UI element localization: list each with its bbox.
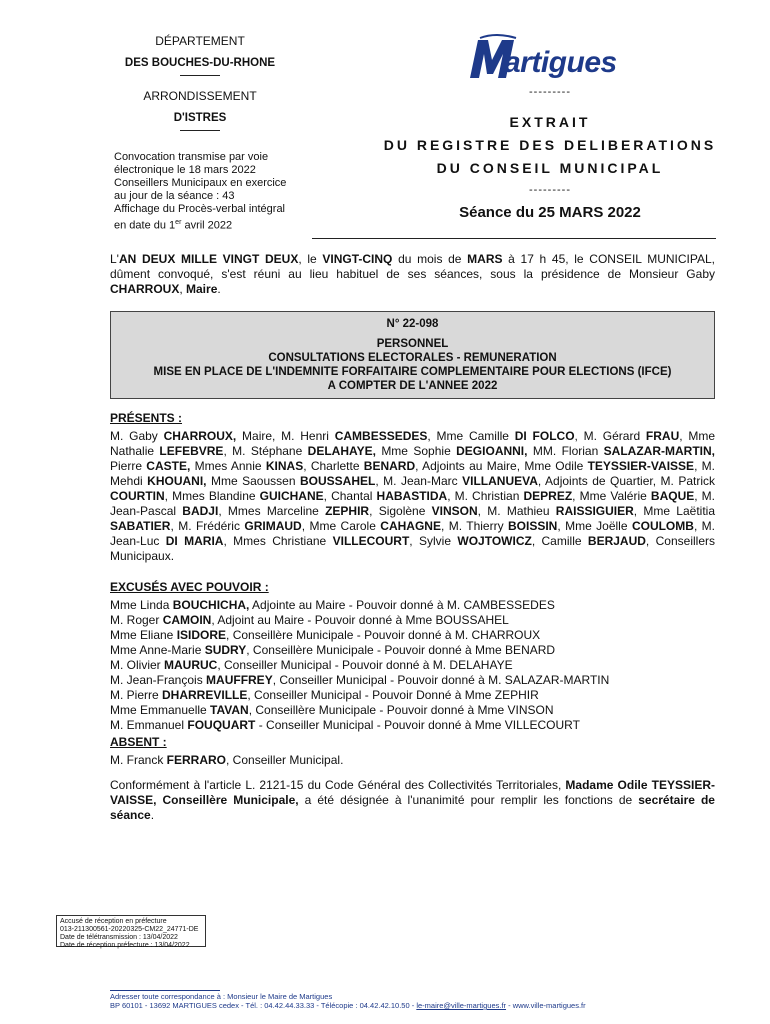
footer-rule [110,990,220,991]
title-conseil: DU CONSEIL MUNICIPAL [436,160,664,176]
arrondissement-name: D'ISTRES [173,112,227,124]
list-item: Mme Linda BOUCHICHA, Adjointe au Maire - Pouvoir donné à M. CAMBESSEDES [110,598,555,612]
list-item: M. Pierre DHARREVILLE, Conseiller Municipal - Pouvoir Donné à Mme ZEPHIR [110,688,539,702]
subject-line: A COMPTER DE L'ANNEE 2022 [327,380,498,392]
absent-item: M. Franck FERRARO, Conseiller Municipal. [110,753,344,767]
presents-title: PRÉSENTS : [110,411,183,425]
deliberation-number: N° 22-098 [386,318,439,330]
martigues-logo [466,28,636,86]
receipt-stamp [56,915,206,947]
footer [110,990,730,1010]
arrondissement-label: ARRONDISSEMENT [143,89,257,103]
dashes: --------- [529,184,571,196]
email-link[interactable]: le-maire@ville-martigues.fr [416,1001,507,1010]
excuses-section [110,580,715,733]
header-left [100,33,300,143]
list-item: Mme Eliane ISIDORE, Conseillère Municipale - Pouvoir donné à M. CHARROUX [110,628,541,642]
convocation-line: électronique le 18 mars 2022 [114,164,256,176]
subject-line: PERSONNEL [376,338,449,350]
conclusion-paragraph: Conformément à l'article L. 2121-15 du Code Général des Collectivités Territoriales, Madame Odile TEYSSIER-VAISSE, Conseillère Municipale, a été désignée à l'unanimité pour remplir les fonctions de secrétaire de séance. [110,778,715,822]
convocation-block [114,151,314,233]
presents-section [110,411,715,564]
footer-line1: Adresser toute correspondance à : Monsieur le Maire de Martigues [110,992,333,1001]
presents-list: M. Gaby CHARROUX, Maire, M. Henri CAMBESSEDES, Mme Camille DI FOLCO, M. Gérard FRAU, Mme Nathalie LEFEBVRE, M. Stéphane DELAHAYE, Mme Sophie DEGIOANNI, MM. Florian SALAZAR-MARTIN, Pierre CASTE, Mmes Annie KINAS, Charlette BENARD, Adjoints au Maire, Mme Odile TEYSSIER-VAISSE, M. Mehdi KHOUANI, Mme Saoussen BOUSSAHEL, M. Jean-Marc VILLANUEVA, Adjoints de Quartier, M. Patrick COURTIN, Mmes Blandine GUICHANE, Chantal HABASTIDA, M. Christian DEPREZ, Mme Valérie BAQUE, M. Jean-Pascal BADJI, Mmes Marceline ZEPHIR, Sigolène VINSON, M. Mathieu RAISSIGUIER, Mme Laëtitia SABATIER, M. Frédéric GRIMAUD, Mme Carole CAHAGNE, M. Thierry BOISSIN, Mme Joëlle COULOMB, M. Jean-Luc DI MARIA, Mmes Christiane VILLECOURT, Sylvie WOJTOWICZ, Camille BERJAUD, Conseillers Municipaux. [110,429,716,563]
seance-date: Séance du 25 MARS 2022 [459,204,641,221]
list-item: Mme Emmanuelle TAVAN, Conseillère Municipale - Pouvoir donné à Mme VINSON [110,703,554,717]
excuses-list [110,598,715,733]
receipt-line: 013-211300561-20220325-CM22_24771-DE [60,926,199,933]
list-item: M. Roger CAMOIN, Adjoint au Maire - Pouvoir donné à Mme BOUSSAHEL [110,613,509,627]
receipt-line: Date de télétransmission : 13/04/2022 [60,934,178,941]
convocation-line: en date du 1er avril 2022 [114,219,233,232]
divider [180,75,220,76]
convocation-line: Convocation transmise par voie [114,151,269,163]
department-label: DÉPARTEMENT [155,34,245,48]
logo-text: artigues [504,46,617,79]
absent-section [110,735,715,768]
convocation-line: au jour de la séance : 43 [114,190,235,202]
subject-line: CONSULTATIONS ELECTORALES - REMUNERATION [268,352,557,364]
deliberation-subject-box [110,311,715,399]
subject-line: MISE EN PLACE DE L'INDEMNITE FORFAITAIRE COMPLEMENTAIRE POUR ELECTIONS (IFCE) [153,366,672,378]
list-item: M. Emmanuel FOUQUART - Conseiller Municipal - Pouvoir donné à Mme VILLECOURT [110,718,580,732]
excuses-title: EXCUSÉS AVEC POUVOIR : [110,580,269,594]
dashes: --------- [529,86,571,98]
receipt-line: Accusé de réception en préfecture [60,918,167,925]
convocation-line: Conseillers Municipaux en exercice [114,177,287,189]
convocation-line: Affichage du Procès-verbal intégral [114,203,286,215]
divider [180,130,220,131]
intro-paragraph: L'AN DEUX MILLE VINGT DEUX, le VINGT-CINQ du mois de MARS à 17 h 45, le CONSEIL MUNICIPAL, dûment convoqué, s'est réuni au lieu habituel de ses séances, sous la présidence de Monsieur Gaby CHARROUX, Maire. [110,252,715,296]
list-item: Mme Anne-Marie SUDRY, Conseillère Municipale - Pouvoir donné à Mme BENARD [110,643,556,657]
title-registre: DU REGISTRE DES DELIBERATIONS [383,137,717,153]
absent-title: ABSENT : [110,735,167,749]
list-item: M. Jean-François MAUFFREY, Conseiller Municipal - Pouvoir donné à M. SALAZAR-MARTIN [110,673,610,687]
title-extrait: EXTRAIT [509,114,591,130]
footer-line2: BP 60101 - 13692 MARTIGUES cedex - Tél. : 04.42.44.33.33 - Télécopie : 04.42.42.10.50 - le-maire@ville-martigues.fr - www.ville-martigues.fr [110,1001,586,1010]
header-rule [312,238,716,239]
receipt-line: Date de réception préfecture : 13/04/2022 [60,942,190,949]
list-item: M. Olivier MAURUC, Conseiller Municipal - Pouvoir donné à M. DELAHAYE [110,658,513,672]
department-name: DES BOUCHES-DU-RHONE [124,57,276,69]
